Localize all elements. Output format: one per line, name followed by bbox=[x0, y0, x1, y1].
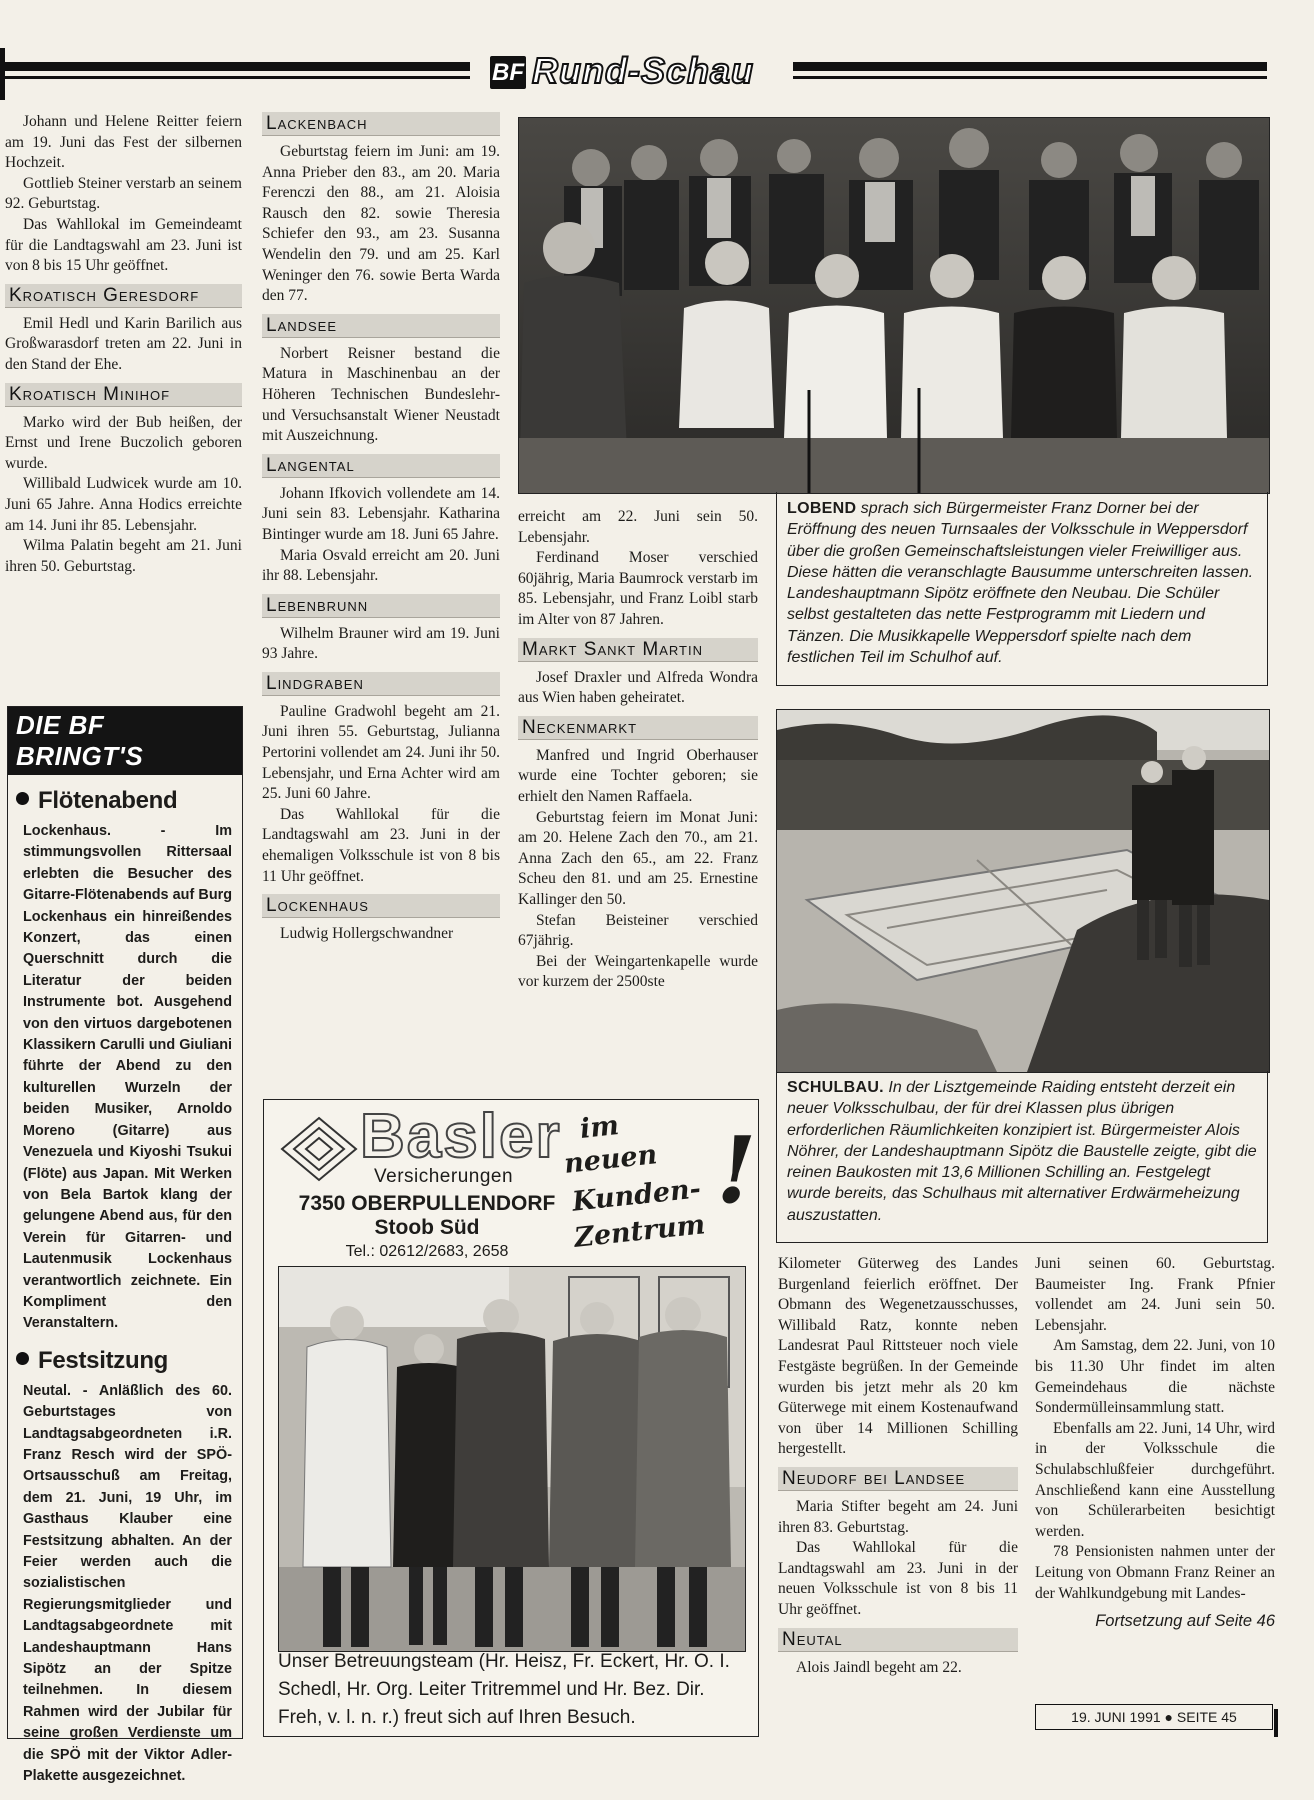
photo1-caption-box bbox=[776, 492, 1268, 686]
col1-intro-para: Johann und Helene Reitter feiern am 19. Juni das Fest der silbernen Hochzeit. bbox=[5, 113, 242, 172]
column-2 bbox=[262, 112, 500, 945]
col3-intro-para: erreicht am 22. Juni sein 50. Lebensjahr. bbox=[518, 508, 758, 546]
section-para: Manfred und Ingrid Oberhauser wurde eine Tochter geboren; sie erhielt den Namen Raffaela. bbox=[518, 746, 758, 805]
ad-place: Stoob Süd bbox=[374, 1216, 480, 1239]
photo1-caption bbox=[787, 498, 1257, 668]
column-4b bbox=[1035, 1254, 1275, 1631]
col4b-para: 78 Pensionisten nahmen unter der Leitung von Obmann Franz Reiner an der Wahlkundgebung mit Landes- bbox=[1035, 1543, 1275, 1602]
masthead-title-text: Rund-Schau bbox=[532, 50, 754, 91]
masthead-rule-right bbox=[793, 62, 1267, 71]
sidebar-die-bf-bringts bbox=[7, 706, 243, 1785]
ad-brand: Basler bbox=[360, 1102, 562, 1171]
sidebar-item-heading bbox=[16, 787, 242, 815]
section-para: Geburtstag feiern im Monat Juni: am 20. Helene Zach den 70., am 21. Anna Zach den 65., am 22. Franz Scheu den 81. und am 25. Ernestine Kallinger den 50. bbox=[518, 808, 758, 908]
masthead-logo bbox=[490, 56, 526, 89]
photo-construction-site bbox=[776, 709, 1270, 1073]
ad-team-photo bbox=[278, 1266, 746, 1652]
photo-school-ceremony bbox=[518, 117, 1270, 494]
section-para: Geburtstag feiern im Juni: am 19. Anna Prieber den 83., am 20. Maria Ferenczi den 88., am 21. Aloisia Rausch den 82. sowie Theresia Schiefer den 93., am 23. Susanna Wendelin den 79. und am 25. Karl Weninger den 76. sowie Berta Warda den 77. bbox=[262, 143, 500, 305]
section-para: Emil Hedl und Karin Barilich aus Großwarasdorf treten am 22. Juni in den Stand der Ehe. bbox=[5, 314, 242, 373]
section-para: Das Wahllokal für die Landtagswahl am 23. Juni in der ehemaligen Volksschule ist von 8 bis 11 Uhr geöffnet. bbox=[262, 805, 500, 885]
section-para: Maria Stifter begeht am 24. Juni ihren 83. Geburtstag. bbox=[778, 1497, 1018, 1536]
sidebar-title: DIE BF BRINGT'S bbox=[8, 707, 242, 775]
ad-script-line: neuen bbox=[562, 1139, 659, 1180]
photo2-caption-text: In der Lisztgemeinde Raiding entsteht derzeit ein neuer Volksschulbau, der für drei Klassen plus übrigen erforderlichen Räumlichkeiten konzipiert ist. Bürgermeister Alois Nöhrer, der Landeshauptmann Sipötz die Baustelle zeigte, gibt die reinen Baukosten mit 13,6 Millionen Schilling an. Festgelegt wurde bereits, das Schulhaus mit alternativer Erdwärmeheizung auszustatten. bbox=[787, 1079, 1257, 1224]
basler-logo-icon bbox=[278, 1114, 360, 1184]
section-heading: Lebenbrunn bbox=[262, 594, 500, 618]
photo-school-ceremony-image bbox=[519, 118, 1269, 493]
basler-advertisement bbox=[263, 1099, 759, 1737]
bullet-icon bbox=[16, 792, 29, 805]
photo2-caption-lead: SCHULBAU. bbox=[787, 1079, 884, 1096]
ad-script-line: Kunden- bbox=[570, 1173, 703, 1218]
ad-address: 7350 OBERPULLENDORF bbox=[298, 1192, 556, 1215]
ad-team-photo-image bbox=[279, 1267, 745, 1651]
section-para: Marko wird der Bub heißen, der Ernst und Irene Buczolich geboren wurde. bbox=[5, 413, 242, 472]
ad-caption: Unser Betreuungsteam (Hr. Heisz, Fr. Eckert, Hr. O. I. Schedl, Hr. Org. Leiter Tritremmel und Hr. Bez. Dir. Freh, v. l. n. r.) freut sich auf Ihren Besuch. bbox=[278, 1651, 730, 1728]
section-para: Alois Jaindl begeht am 22. bbox=[796, 1658, 962, 1676]
section-para: Wilhelm Brauner wird am 19. Juni 93 Jahre. bbox=[262, 624, 500, 663]
section-heading: Markt Sankt Martin bbox=[518, 638, 758, 662]
section-heading: Kroatisch Geresdorf bbox=[5, 284, 242, 308]
section-para: Das Wahllokal für die Landtagswahl am 23. Juni in der neuen Volksschule ist von 8 bis 11 Uhr geöffnet. bbox=[778, 1539, 1018, 1618]
section-para: Pauline Gradwohl begeht am 21. Juni ihren 55. Geburtstag, Julianna Pertorini vollendet am 24. Juni ihr 50. Lebensjahr, und Erna Achter wird am 25. Juni 60 Jahre. bbox=[262, 702, 500, 803]
page-footer-text: 19. JUNI 1991 ● SEITE 45 bbox=[1071, 1709, 1237, 1725]
photo1-caption-lead: LOBEND bbox=[787, 500, 857, 517]
bullet-icon bbox=[16, 1352, 29, 1365]
sidebar-item-heading-text: Festsitzung bbox=[38, 1346, 169, 1374]
masthead-logo-text: BF bbox=[492, 59, 524, 86]
page-footer bbox=[1035, 1704, 1273, 1730]
ad-subbrand: Versicherungen bbox=[374, 1166, 514, 1187]
section-heading: Lackenbach bbox=[262, 112, 500, 136]
section-para: Bei der Weingartenkapelle wurde vor kurzem der 2500ste bbox=[518, 952, 758, 991]
section-para: Norbert Reisner bestand die Matura in Maschinenbau an der Höheren Technischen Bundeslehr- und Versuchsanstalt Wiener Neustadt mit Auszeichnung. bbox=[262, 344, 500, 445]
section-para: Maria Osvald erreicht am 20. Juni ihr 88. Lebensjahr. bbox=[262, 546, 500, 585]
photo1-caption-text: sprach sich Bürgermeister Franz Dorner bei der Eröffnung des neuen Turnsaales der Volksschule in Weppersdorf über die großen Gemeinschaftsleistungen vieler Freiwilliger aus. Diese hätten die veranschlagte Bausumme unterschreiten lassen. Landeshauptmann Sipötz eröffnete den Neubau. Die Schüler selbst gestalteten das nette Festprogramm mit Liedern und Tänzen. Die Musikkapelle Weppersdorf spielte nach dem festlichen Teil im Schulhof auf. bbox=[787, 500, 1254, 667]
page-edge-mark bbox=[0, 48, 5, 100]
column-4a bbox=[778, 1254, 1018, 1678]
ad-phone: Tel.: 02612/2683, 2658 bbox=[345, 1243, 509, 1260]
section-heading: Lindgraben bbox=[262, 672, 500, 696]
photo2-caption bbox=[787, 1077, 1257, 1226]
col3-intro-para: Ferdinand Moser verschied 60jährig, Maria Baumrock verstarb im 85. Lebensjahr, und Franz Loibl starb im Alter von 87 Jahren. bbox=[518, 549, 758, 628]
photo-construction-site-image bbox=[777, 710, 1269, 1072]
sidebar-item-text: Lockenhaus. - Im stimmungsvollen Rittersaal erlebten die Besucher des Gitarre-Flötenabends auf Burg Lockenhaus ein hinreißendes Konzert, das einen Querschnitt durch die Literatur der beiden Instrumente bot. Ausgehend von den virtuos dargebotenen Klassikern Carulli und Giuliani führte der Abend zu den kulturellen Wurzeln der beiden Musiker, Arnoldo Moreno (Gitarre) aus Venezuela und Kiyoshi Tsukui (Flöte) aus Japan. Mit Werken von Bela Bartok klang der gelungene Abend aus, für den Verein für Gitarren- und Lautenmusik Lockenhaus verantwortlich zeichnete. Ein Kompliment den Veranstaltern. bbox=[23, 823, 232, 1332]
col1-intro-para: Gottlieb Steiner verstarb an seinem 92. Geburtstag. bbox=[5, 174, 242, 213]
masthead-rule-left-thin bbox=[0, 76, 470, 79]
masthead-rule-right-thin bbox=[793, 76, 1267, 79]
section-heading: Neudorf bei Landsee bbox=[778, 1467, 1018, 1491]
section-para: Willibald Ludwicek wurde am 10. Juni 65 Jahre. Anna Hodics erreichte am 14. Juni ihr 85. Lebensjahr. bbox=[5, 475, 242, 534]
sidebar-item-text: Neutal. - Anläßlich des 60. Geburtstages von Landtagsabgeordneten i.R. Franz Resch wird der SPÖ-Ortsausschuß am Freitag, dem 21. Juni, 19 Uhr, im Gasthaus Klauber eine Festsitzung abhalten. An der Feier werden auch die sozialistischen Regierungsmitglieder und Landtagsabgeordnete mit Landeshauptmann Hans Sipötz an der Spitze teilnehmen. In diesem Rahmen wird der Jubilar für seine großen Verdienste um die SPÖ mit der Viktor Adler-Plakette ausgezeichnet. bbox=[23, 1382, 232, 1785]
col1-intro-para: Das Wahllokal im Gemeindeamt für die Landtagswahl am 23. Juni ist von 8 bis 15 Uhr geöffnet. bbox=[5, 215, 242, 275]
col4b-para: Juni seinen 60. Geburtstag. Baumeister Ing. Frank Pfnier vollendet am 24. Juni sein 50. Lebensjahr. bbox=[1035, 1255, 1275, 1334]
section-para: Johann Ifkovich vollendete am 14. Juni sein 83. Lebensjahr. Katharina Bintinger wurde am 18. Juni 65 Jahre. bbox=[262, 484, 500, 543]
column-3 bbox=[518, 507, 758, 993]
section-heading: Kroatisch Minihof bbox=[5, 383, 242, 407]
masthead-rule-left bbox=[0, 62, 470, 71]
sidebar-item-heading-text: Flötenabend bbox=[38, 787, 178, 814]
masthead-title bbox=[532, 46, 782, 96]
column-1 bbox=[5, 112, 242, 577]
col4b-para: Ebenfalls am 22. Juni, 14 Uhr, wird in der Volksschule die Schulabschlußfeier durchgeführt. Anschließend kann eine Ausstellung von Schülerarbeiten besichtigt werden. bbox=[1035, 1419, 1275, 1540]
section-para: Josef Draxler und Alfreda Wondra aus Wien haben geheiratet. bbox=[518, 668, 758, 707]
section-heading: Neckenmarkt bbox=[518, 716, 758, 740]
section-heading: Lockenhaus bbox=[262, 894, 500, 918]
ad-script-line: im bbox=[578, 1110, 621, 1145]
section-heading: Langental bbox=[262, 454, 500, 478]
ad-exclamation: ! bbox=[716, 1116, 757, 1224]
section-heading: Landsee bbox=[262, 314, 500, 338]
section-heading: Neutal bbox=[778, 1628, 1018, 1652]
ad-script-line: Zentrum bbox=[572, 1209, 707, 1254]
col4b-para: Am Samstag, dem 22. Juni, von 10 bis 11.30 Uhr findet im alten Gemeindehaus die nächste Sondermülleinsammlung statt. bbox=[1035, 1337, 1275, 1417]
photo2-caption-box bbox=[776, 1071, 1268, 1243]
sidebar-item-heading bbox=[16, 1347, 242, 1375]
section-para: Ludwig Hollergschwandner bbox=[280, 925, 454, 943]
col4a-para: Kilometer Güterweg des Landes Burgenland feierlich eröffnet. Der Obmann des Wegenetzausschusses, Willibald Ratz, konnte neben Landesrat Paul Rittsteuer noch viele Festgäste begrüßen. In der Gemeinde wurden bis jetzt mehr als 20 km Güterwege mit einem Kostenaufwand von über 14 Millionen Schilling hergestellt. bbox=[778, 1255, 1018, 1458]
section-para: Wilma Palatin begeht am 21. Juni ihren 50. Geburtstag. bbox=[5, 537, 242, 575]
section-para: Stefan Beisteiner verschied 67jährig. bbox=[518, 911, 758, 950]
continued-note: Fortsetzung auf Seite 46 bbox=[1095, 1612, 1275, 1631]
